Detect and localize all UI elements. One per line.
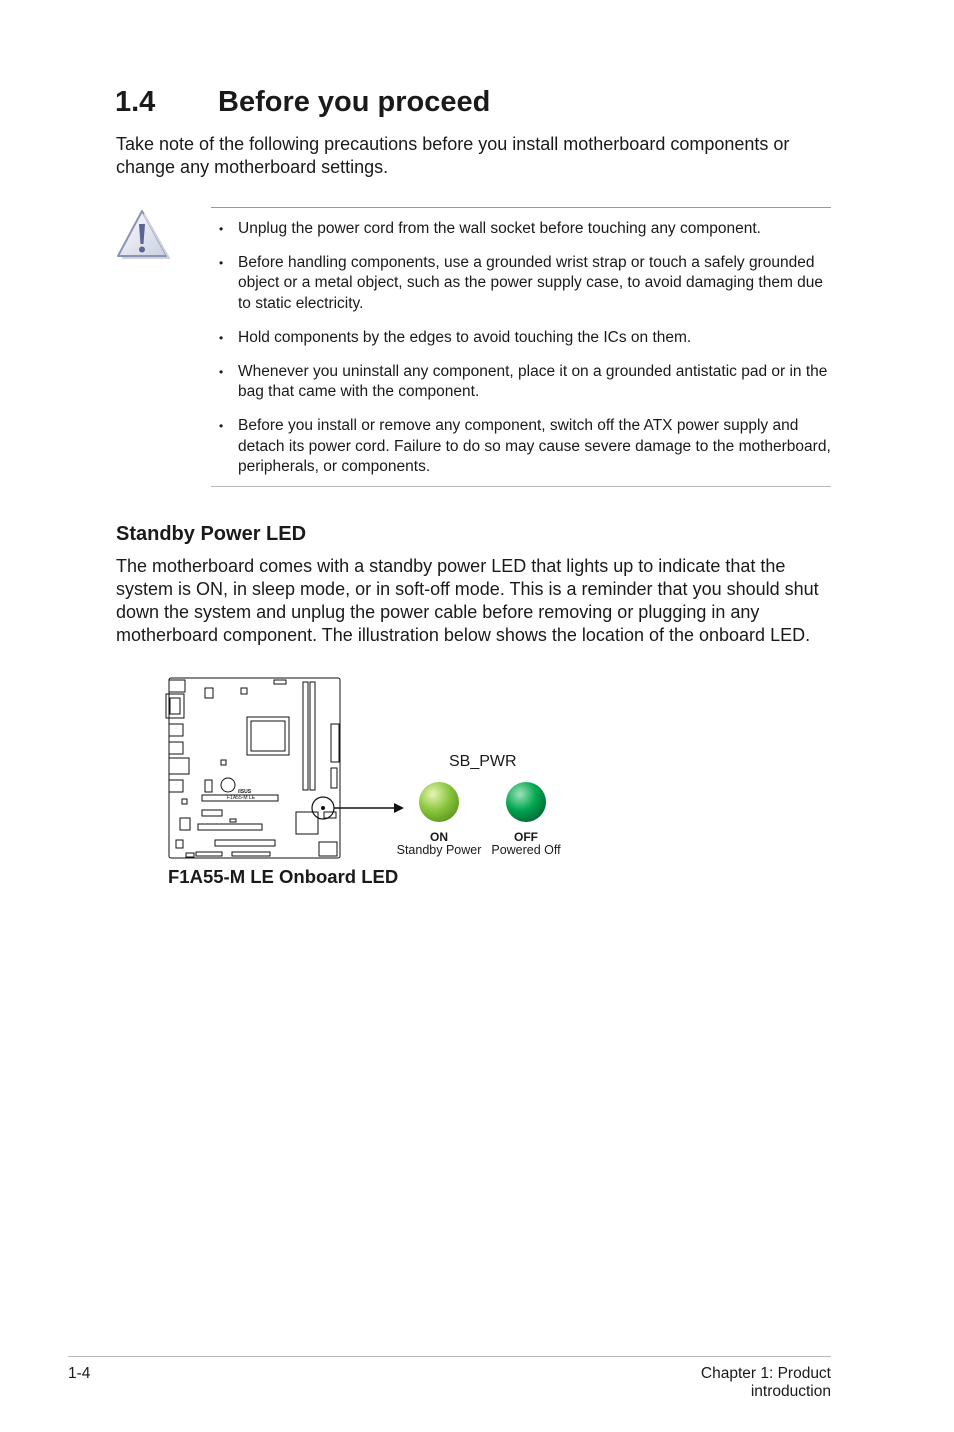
list-item: • Hold components by the edges to avoid touching the ICs on them. [219, 328, 692, 346]
led-on-icon [419, 782, 459, 822]
led-off-state: OFF [514, 830, 538, 844]
led-off-icon [506, 782, 546, 822]
section-heading: Before you proceed [218, 86, 491, 118]
list-item: • Before handling components, use a grounded wrist strap or touch a safely grounded object or a metal object, such as the power supply case, to avoid damaging them due to static electricity. [219, 254, 824, 312]
sb-pwr-led-dot [321, 806, 325, 810]
chapter-title: Chapter 1: Product introduction [700, 1365, 831, 1400]
sb-pwr-label: SB_PWR [449, 753, 517, 770]
led-off-description: Powered Off [491, 843, 561, 857]
warning-triangle-icon [116, 208, 170, 260]
led-on-description: Standby Power [396, 843, 482, 857]
diagram-caption: F1A55-M LE Onboard LED [168, 866, 399, 887]
page-number: 1-4 [68, 1365, 91, 1382]
standby-led-heading: Standby Power LED [116, 523, 307, 545]
list-item: • Before you install or remove any component, switch off the ATX power supply and detach its power cord. Failure to do so may cause severe damage to the motherboard, peripherals, or components. [219, 417, 831, 476]
intro-paragraph: Take note of the following precautions before you install motherboard components or change any motherboard settings. [116, 134, 790, 177]
section-number: 1.4 [115, 86, 156, 118]
board-model-label: F1A55-M LE [227, 795, 256, 801]
precautions-note [211, 207, 831, 487]
led-on-state: ON [430, 830, 448, 844]
precautions-list [211, 219, 831, 491]
list-item: • Whenever you uninstall any component, place it on a grounded antistatic pad or in the bag that came with the component. [219, 362, 828, 401]
pointer-arrow-head [394, 803, 404, 813]
footer-divider [68, 1356, 831, 1357]
standby-led-paragraph: The motherboard comes with a standby power LED that lights up to indicate that the system is ON, in sleep mode, or in soft-off mode. This is a reminder that you should shut down the system and unplug the power cable before removing or plugging in any motherboard component. The illustration below shows the location of the onboard LED. [116, 556, 819, 645]
asus-logo: /ISUS [238, 789, 252, 795]
list-item: • Unplug the power cord from the wall socket before touching any component. [219, 220, 761, 237]
motherboard-outline [166, 678, 340, 858]
